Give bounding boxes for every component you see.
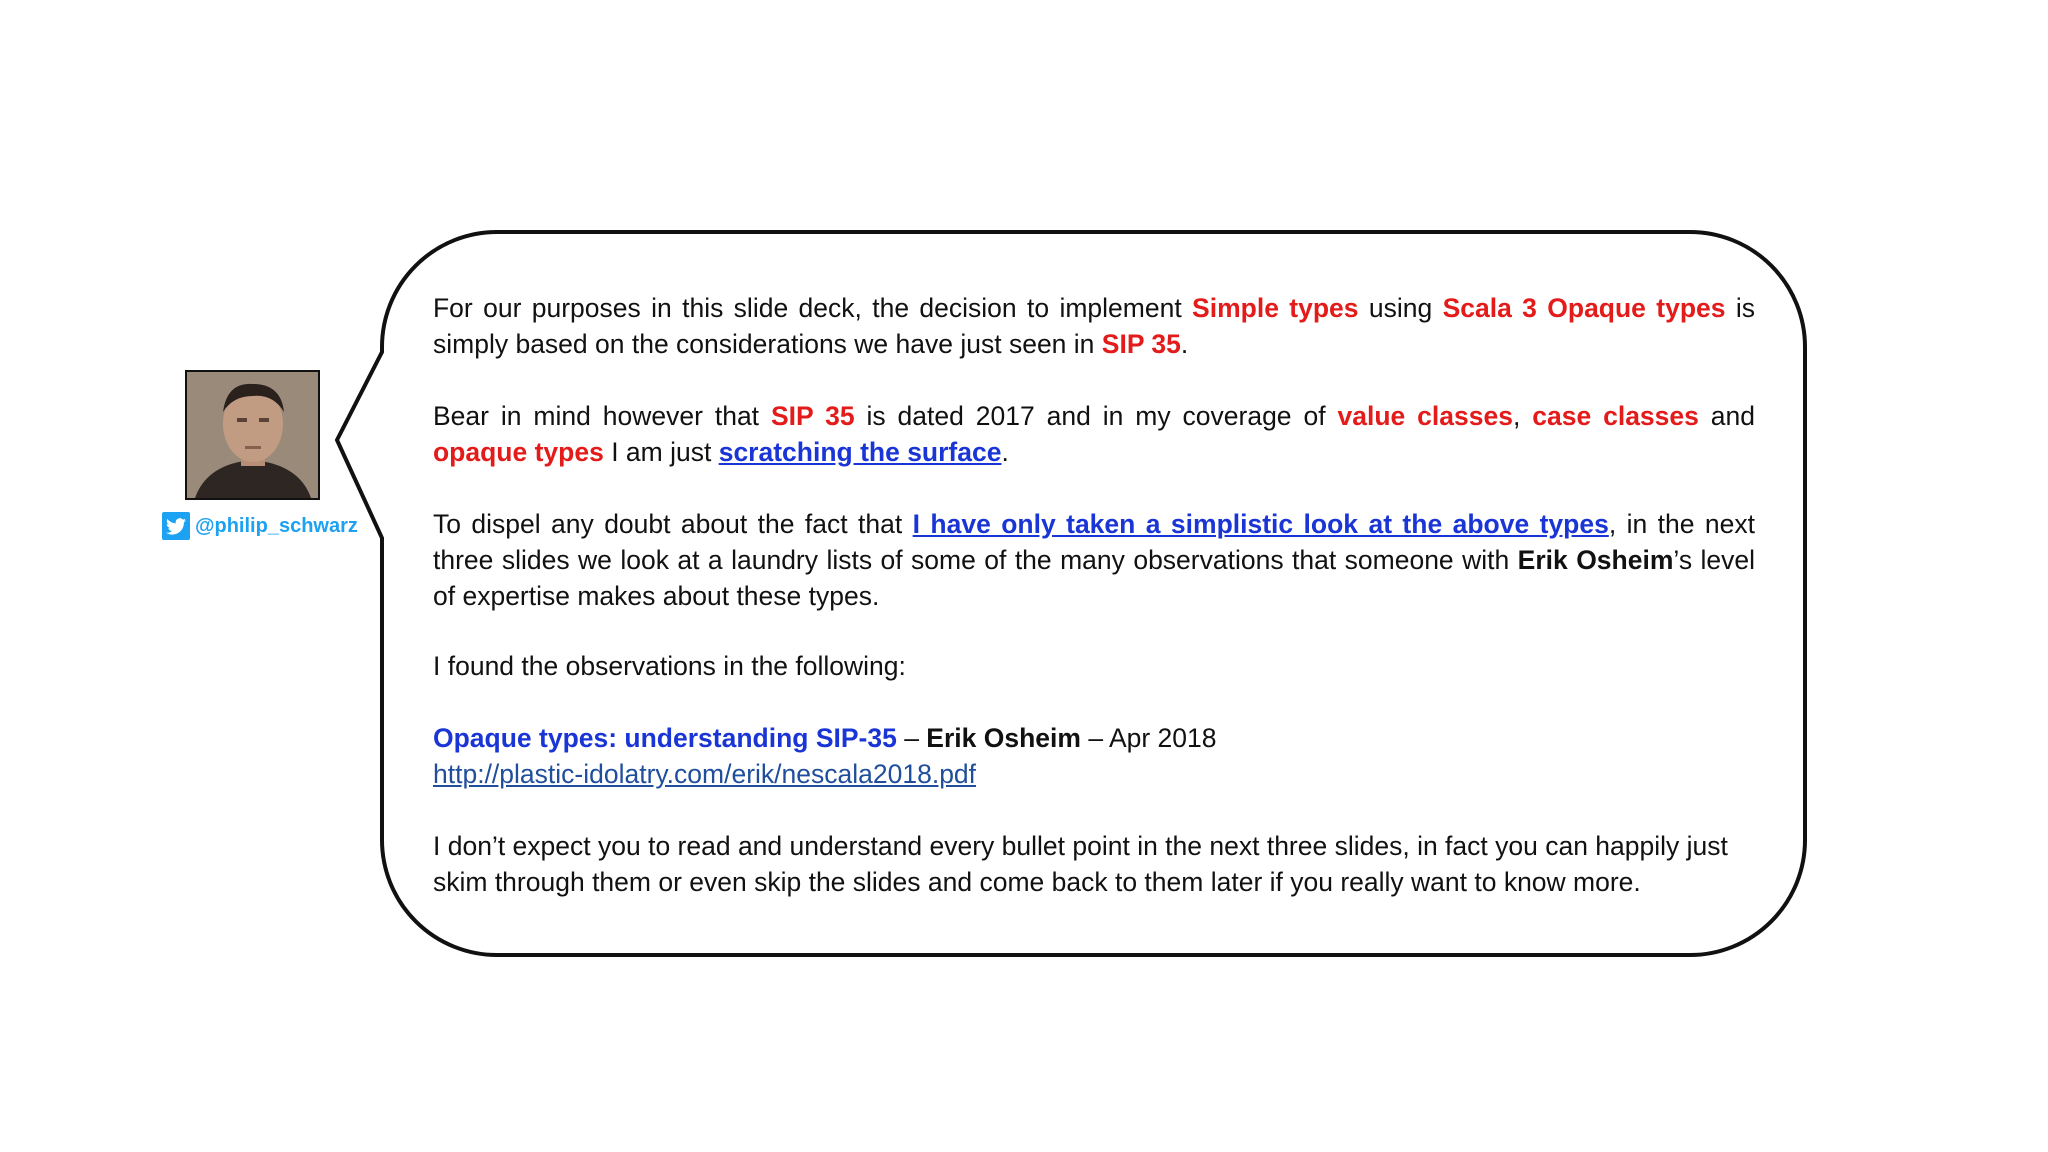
handle-text: @philip_schwarz bbox=[195, 514, 358, 537]
text: , in the next three slides we look at a laundry lists of some of the many observations that someone with bbox=[433, 509, 1755, 575]
reference-title-line bbox=[433, 720, 1755, 756]
paragraph-2 bbox=[433, 398, 1755, 470]
text: For our purposes in this slide deck, the decision to implement bbox=[433, 293, 1193, 323]
paragraph-4: I found the observations in the following: bbox=[433, 651, 906, 681]
paragraph-5: I don’t expect you to read and understand every bullet point in the next three slides, in fact you can happily just skim through them or even skip the slides and come back to them later if you really want to know more. bbox=[433, 831, 1728, 897]
reference-author: Erik Osheim bbox=[926, 723, 1081, 753]
text: Bear in mind however that bbox=[433, 401, 771, 431]
text: using bbox=[1358, 293, 1443, 323]
text: – Apr 2018 bbox=[1080, 723, 1217, 753]
erik-osheim-name: Erik Osheim bbox=[1517, 545, 1674, 575]
text: is simply based on the considerations we have just seen in bbox=[433, 293, 1755, 359]
text: ’s level of expertise makes about these types. bbox=[433, 545, 1756, 611]
scratching-surface-link[interactable]: scratching the surface bbox=[718, 437, 1002, 467]
highlight-sip35: SIP 35 bbox=[1101, 329, 1181, 359]
text: I am just bbox=[603, 437, 719, 467]
author-avatar bbox=[185, 370, 320, 500]
text: , bbox=[1512, 401, 1533, 431]
text: – bbox=[896, 723, 927, 753]
highlight-opaque-types: opaque types bbox=[433, 437, 604, 467]
text: . bbox=[1001, 437, 1009, 467]
highlight-scala3-opaque-types: Scala 3 Opaque types bbox=[1442, 293, 1726, 323]
reference-title[interactable]: Opaque types: understanding SIP-35 bbox=[433, 723, 897, 753]
highlight-case-classes: case classes bbox=[1532, 401, 1699, 431]
text: and bbox=[1698, 401, 1756, 431]
reference-url-link[interactable]: http://plastic-idolatry.com/erik/nescala2018.pdf bbox=[433, 759, 977, 789]
paragraph-1 bbox=[433, 290, 1755, 362]
highlight-simple-types: Simple types bbox=[1192, 293, 1359, 323]
twitter-icon bbox=[162, 512, 190, 540]
highlight-sip35: SIP 35 bbox=[770, 401, 855, 431]
reference-url-line bbox=[433, 756, 1755, 792]
paragraph-3 bbox=[433, 506, 1755, 614]
simplistic-look-link[interactable]: I have only taken a simplistic look at the above types bbox=[912, 509, 1609, 539]
slide-content bbox=[433, 290, 1755, 900]
text: . bbox=[1180, 329, 1189, 359]
text: is dated 2017 and in my coverage of bbox=[854, 401, 1338, 431]
highlight-value-classes: value classes bbox=[1337, 401, 1513, 431]
twitter-handle[interactable] bbox=[162, 512, 358, 540]
text: To dispel any doubt about the fact that bbox=[433, 509, 913, 539]
